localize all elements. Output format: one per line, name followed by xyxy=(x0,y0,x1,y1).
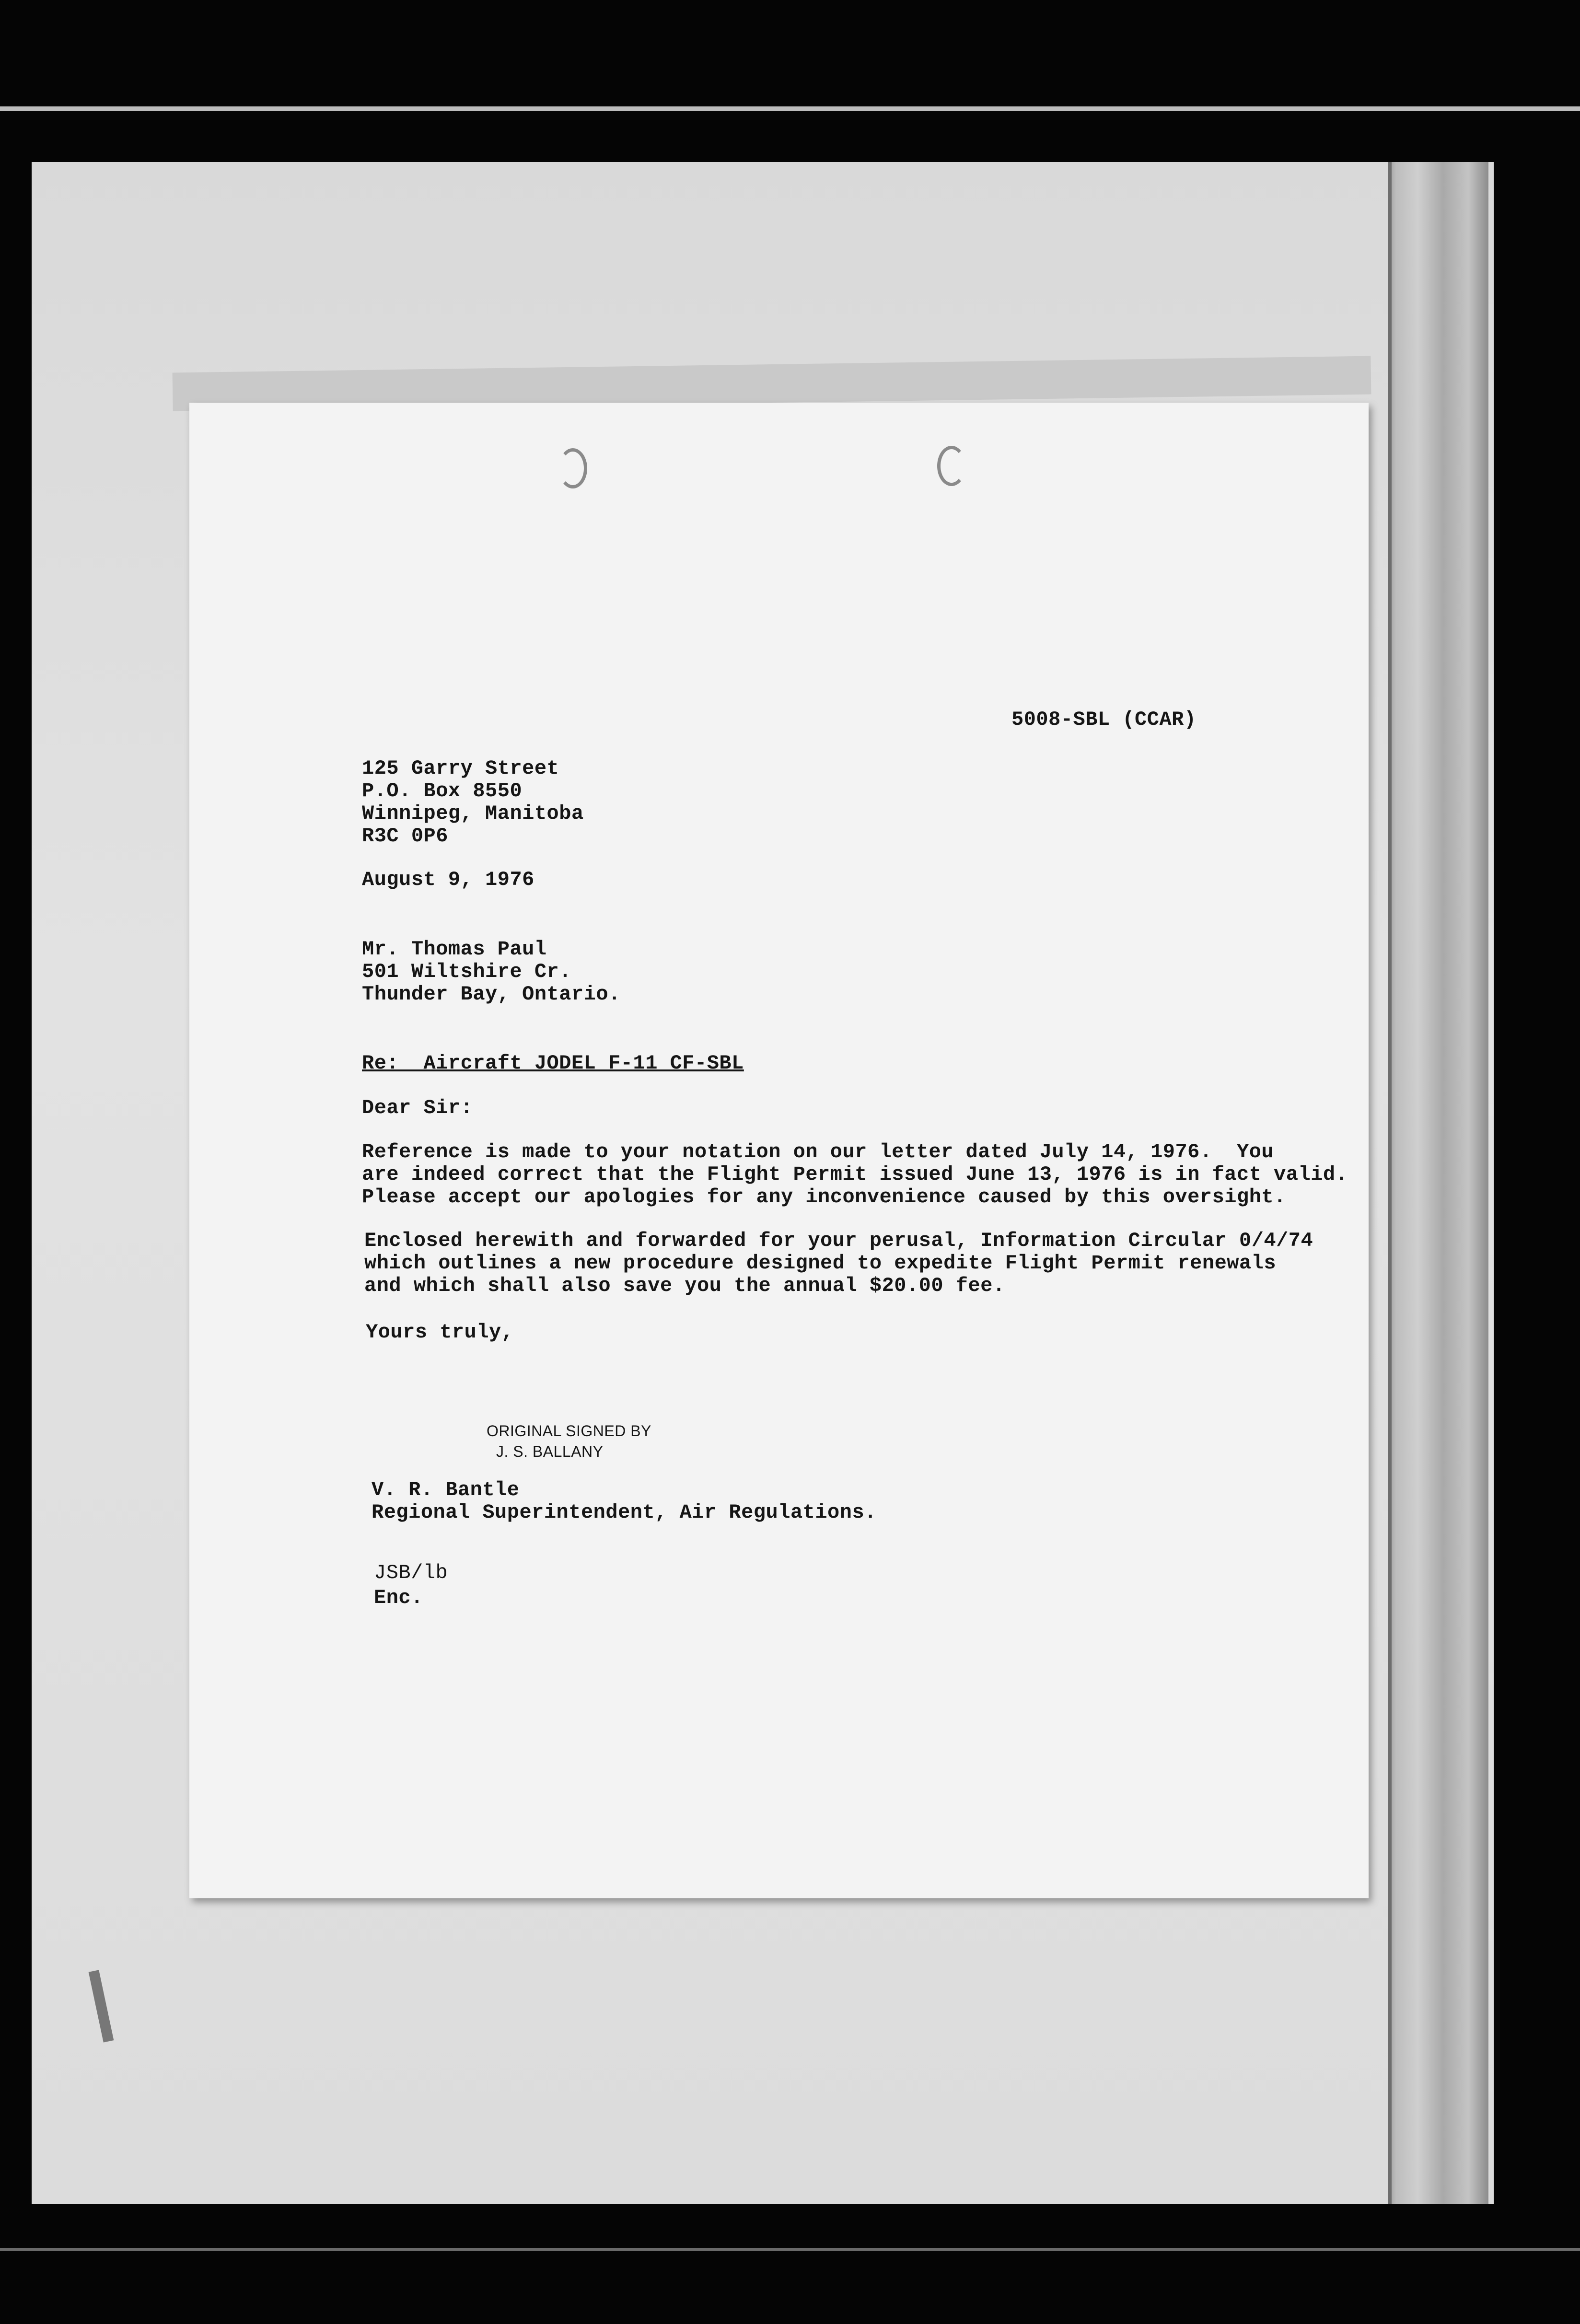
sender-address-line: Winnipeg, Manitoba xyxy=(362,802,584,825)
closing: Yours truly, xyxy=(366,1321,514,1344)
body-line: Enclosed herewith and forwarded for your perusal, Information Circular 0/4/74 xyxy=(364,1229,1313,1252)
folder-edge-line xyxy=(1388,162,1392,2204)
signer-name: V. R. Bantle xyxy=(372,1478,520,1501)
enclosure-note: Enc. xyxy=(374,1586,423,1609)
recipient-line: Thunder Bay, Ontario. xyxy=(362,983,621,1006)
signature-stamp-line: ORIGINAL SIGNED BY xyxy=(487,1422,651,1440)
reference-code: 5008-SBL (CCAR) xyxy=(1011,708,1197,731)
punch-hole xyxy=(937,446,966,486)
body-line: Reference is made to your notation on our letter dated July 14, 1976. You xyxy=(362,1140,1274,1163)
typist-initials: JSB/lb xyxy=(374,1561,448,1584)
punch-hole xyxy=(558,448,587,488)
signer-title: Regional Superintendent, Air Regulations. xyxy=(372,1501,877,1524)
salutation: Dear Sir: xyxy=(362,1096,473,1119)
recipient-line: 501 Wiltshire Cr. xyxy=(362,960,571,983)
sender-address-line: 125 Garry Street xyxy=(362,757,559,780)
film-bottom-rule xyxy=(0,2248,1580,2251)
recipient-line: Mr. Thomas Paul xyxy=(362,938,547,961)
subject-line: Re: Aircraft JODEL F-11 CF-SBL xyxy=(362,1052,744,1075)
signature-stamp-line: J. S. BALLANY xyxy=(496,1443,604,1460)
letter-page xyxy=(189,403,1369,1898)
film-top-rule xyxy=(0,106,1580,111)
body-line: Please accept our apologies for any inconvenience caused by this oversight. xyxy=(362,1185,1286,1208)
body-line: which outlines a new procedure designed to expedite Flight Permit renewals xyxy=(364,1252,1277,1275)
body-line: and which shall also save you the annual $20.00 fee. xyxy=(364,1274,1005,1297)
sender-address-line: P.O. Box 8550 xyxy=(362,779,523,802)
body-line: are indeed correct that the Flight Permit issued June 13, 1976 is in fact valid. xyxy=(362,1163,1348,1186)
letter-date: August 9, 1976 xyxy=(362,868,534,891)
sender-address-line: R3C 0P6 xyxy=(362,825,448,848)
folder-right-edge xyxy=(1388,162,1488,2204)
